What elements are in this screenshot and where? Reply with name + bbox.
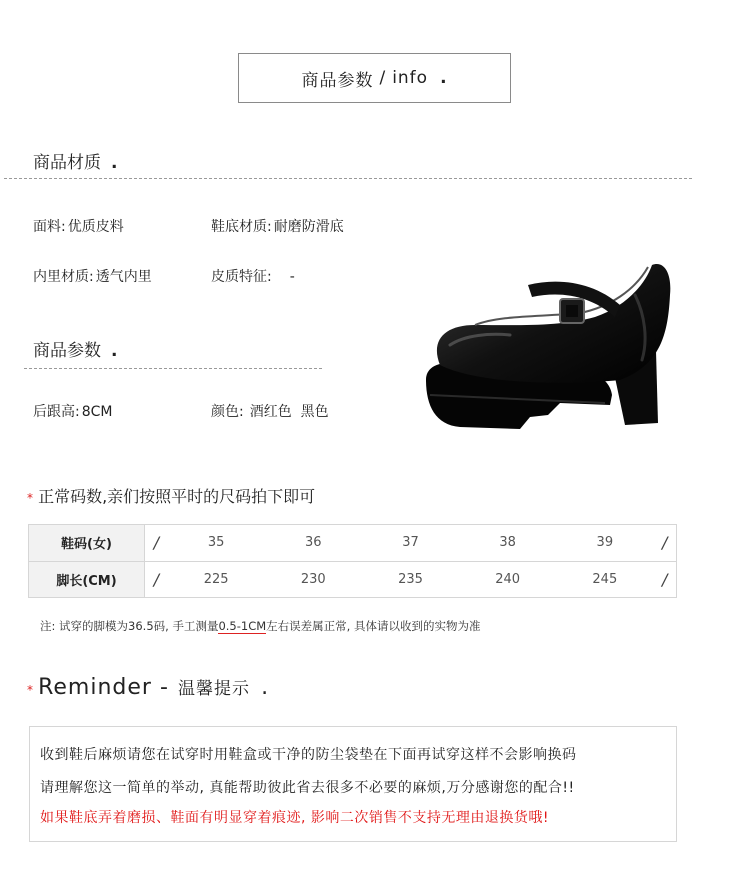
spec-value: 8CM	[81, 404, 113, 420]
params-title-dot: .	[111, 341, 118, 361]
reminder-title-en: Reminder -	[38, 675, 169, 700]
info-title-en: info	[392, 68, 429, 88]
reminder-dot: .	[261, 675, 270, 700]
reminder-line-3-warning: 如果鞋底弄着磨损、鞋面有明显穿着痕迹, 影响二次销售不支持无理由退换货哦!	[40, 810, 550, 826]
spec-label: 后跟高:	[33, 404, 80, 420]
table-cell: /	[145, 525, 168, 562]
info-title-dot: .	[440, 68, 448, 88]
footnote-underlined: 0.5-1CM	[218, 619, 267, 633]
table-row	[29, 525, 677, 562]
info-title-box	[238, 53, 511, 103]
material-title-dot: .	[111, 153, 118, 173]
reminder-title-cn: 温馨提示	[177, 679, 250, 699]
info-title-cn: 商品参数	[301, 70, 374, 91]
reminder-line-1: 收到鞋后麻烦请您在试穿时用鞋盒或干净的防尘袋垫在下面再试穿这样不会影响换码	[40, 747, 577, 763]
table-cell: 225	[168, 561, 265, 598]
measurement-footnote	[40, 618, 480, 634]
spec-heel-height	[33, 401, 112, 421]
spec-label: 颜色:	[211, 404, 244, 420]
size-note	[27, 484, 315, 507]
shoe-image	[420, 255, 676, 433]
size-table	[28, 524, 677, 598]
table-cell: 240	[459, 561, 556, 598]
table-cell: 245	[556, 561, 653, 598]
footnote-suffix: 左右误差属正常, 具体请以收到的实物为准	[266, 619, 481, 633]
material-divider	[4, 178, 692, 179]
size-note-star: *	[27, 491, 33, 505]
spec-label: 面料:	[33, 219, 66, 235]
reminder-star: *	[27, 683, 33, 697]
table-cell: 235	[362, 561, 459, 598]
table-cell: 230	[265, 561, 362, 598]
spec-value: 优质皮料	[67, 219, 124, 235]
table-cell: /	[653, 561, 676, 598]
spec-label: 皮质特征:	[211, 269, 272, 285]
spec-value: 酒红色 黑色	[249, 404, 329, 420]
params-divider	[24, 368, 322, 369]
spec-color	[211, 401, 329, 421]
spec-leather-feature	[211, 266, 295, 286]
reminder-line-2: 请理解您这一简单的举动, 真能帮助彼此省去很多不必要的麻烦,万分感谢您的配合!!	[40, 780, 575, 796]
table-cell: 37	[362, 525, 459, 562]
spec-value: 耐磨防滑底	[273, 219, 344, 235]
table-cell: 38	[459, 525, 556, 562]
spec-value: -	[289, 269, 295, 285]
footnote-prefix: 注: 试穿的脚模为36.5码, 手工测量	[40, 619, 219, 633]
info-title-separator: /	[379, 68, 387, 88]
table-cell: 36	[265, 525, 362, 562]
table-cell: 39	[556, 525, 653, 562]
material-section-title	[33, 148, 117, 173]
spec-sole-material	[211, 216, 344, 236]
table-cell: /	[653, 525, 676, 562]
spec-lining	[33, 266, 152, 286]
table-row-header: 脚长(CM)	[29, 561, 145, 598]
material-title-text: 商品材质	[33, 153, 101, 173]
table-row-header: 鞋码(女)	[29, 525, 145, 562]
size-note-text: 正常码数,亲们按照平时的尺码拍下即可	[38, 487, 316, 506]
table-cell: /	[145, 561, 168, 598]
table-cell: 35	[168, 525, 265, 562]
spec-label: 鞋底材质:	[211, 219, 272, 235]
spec-label: 内里材质:	[33, 269, 94, 285]
params-title-text: 商品参数	[33, 341, 101, 361]
reminder-heading	[27, 674, 269, 700]
table-row	[29, 561, 677, 598]
spec-fabric	[33, 216, 124, 236]
params-section-title	[33, 336, 117, 361]
spec-value: 透气内里	[95, 269, 152, 285]
